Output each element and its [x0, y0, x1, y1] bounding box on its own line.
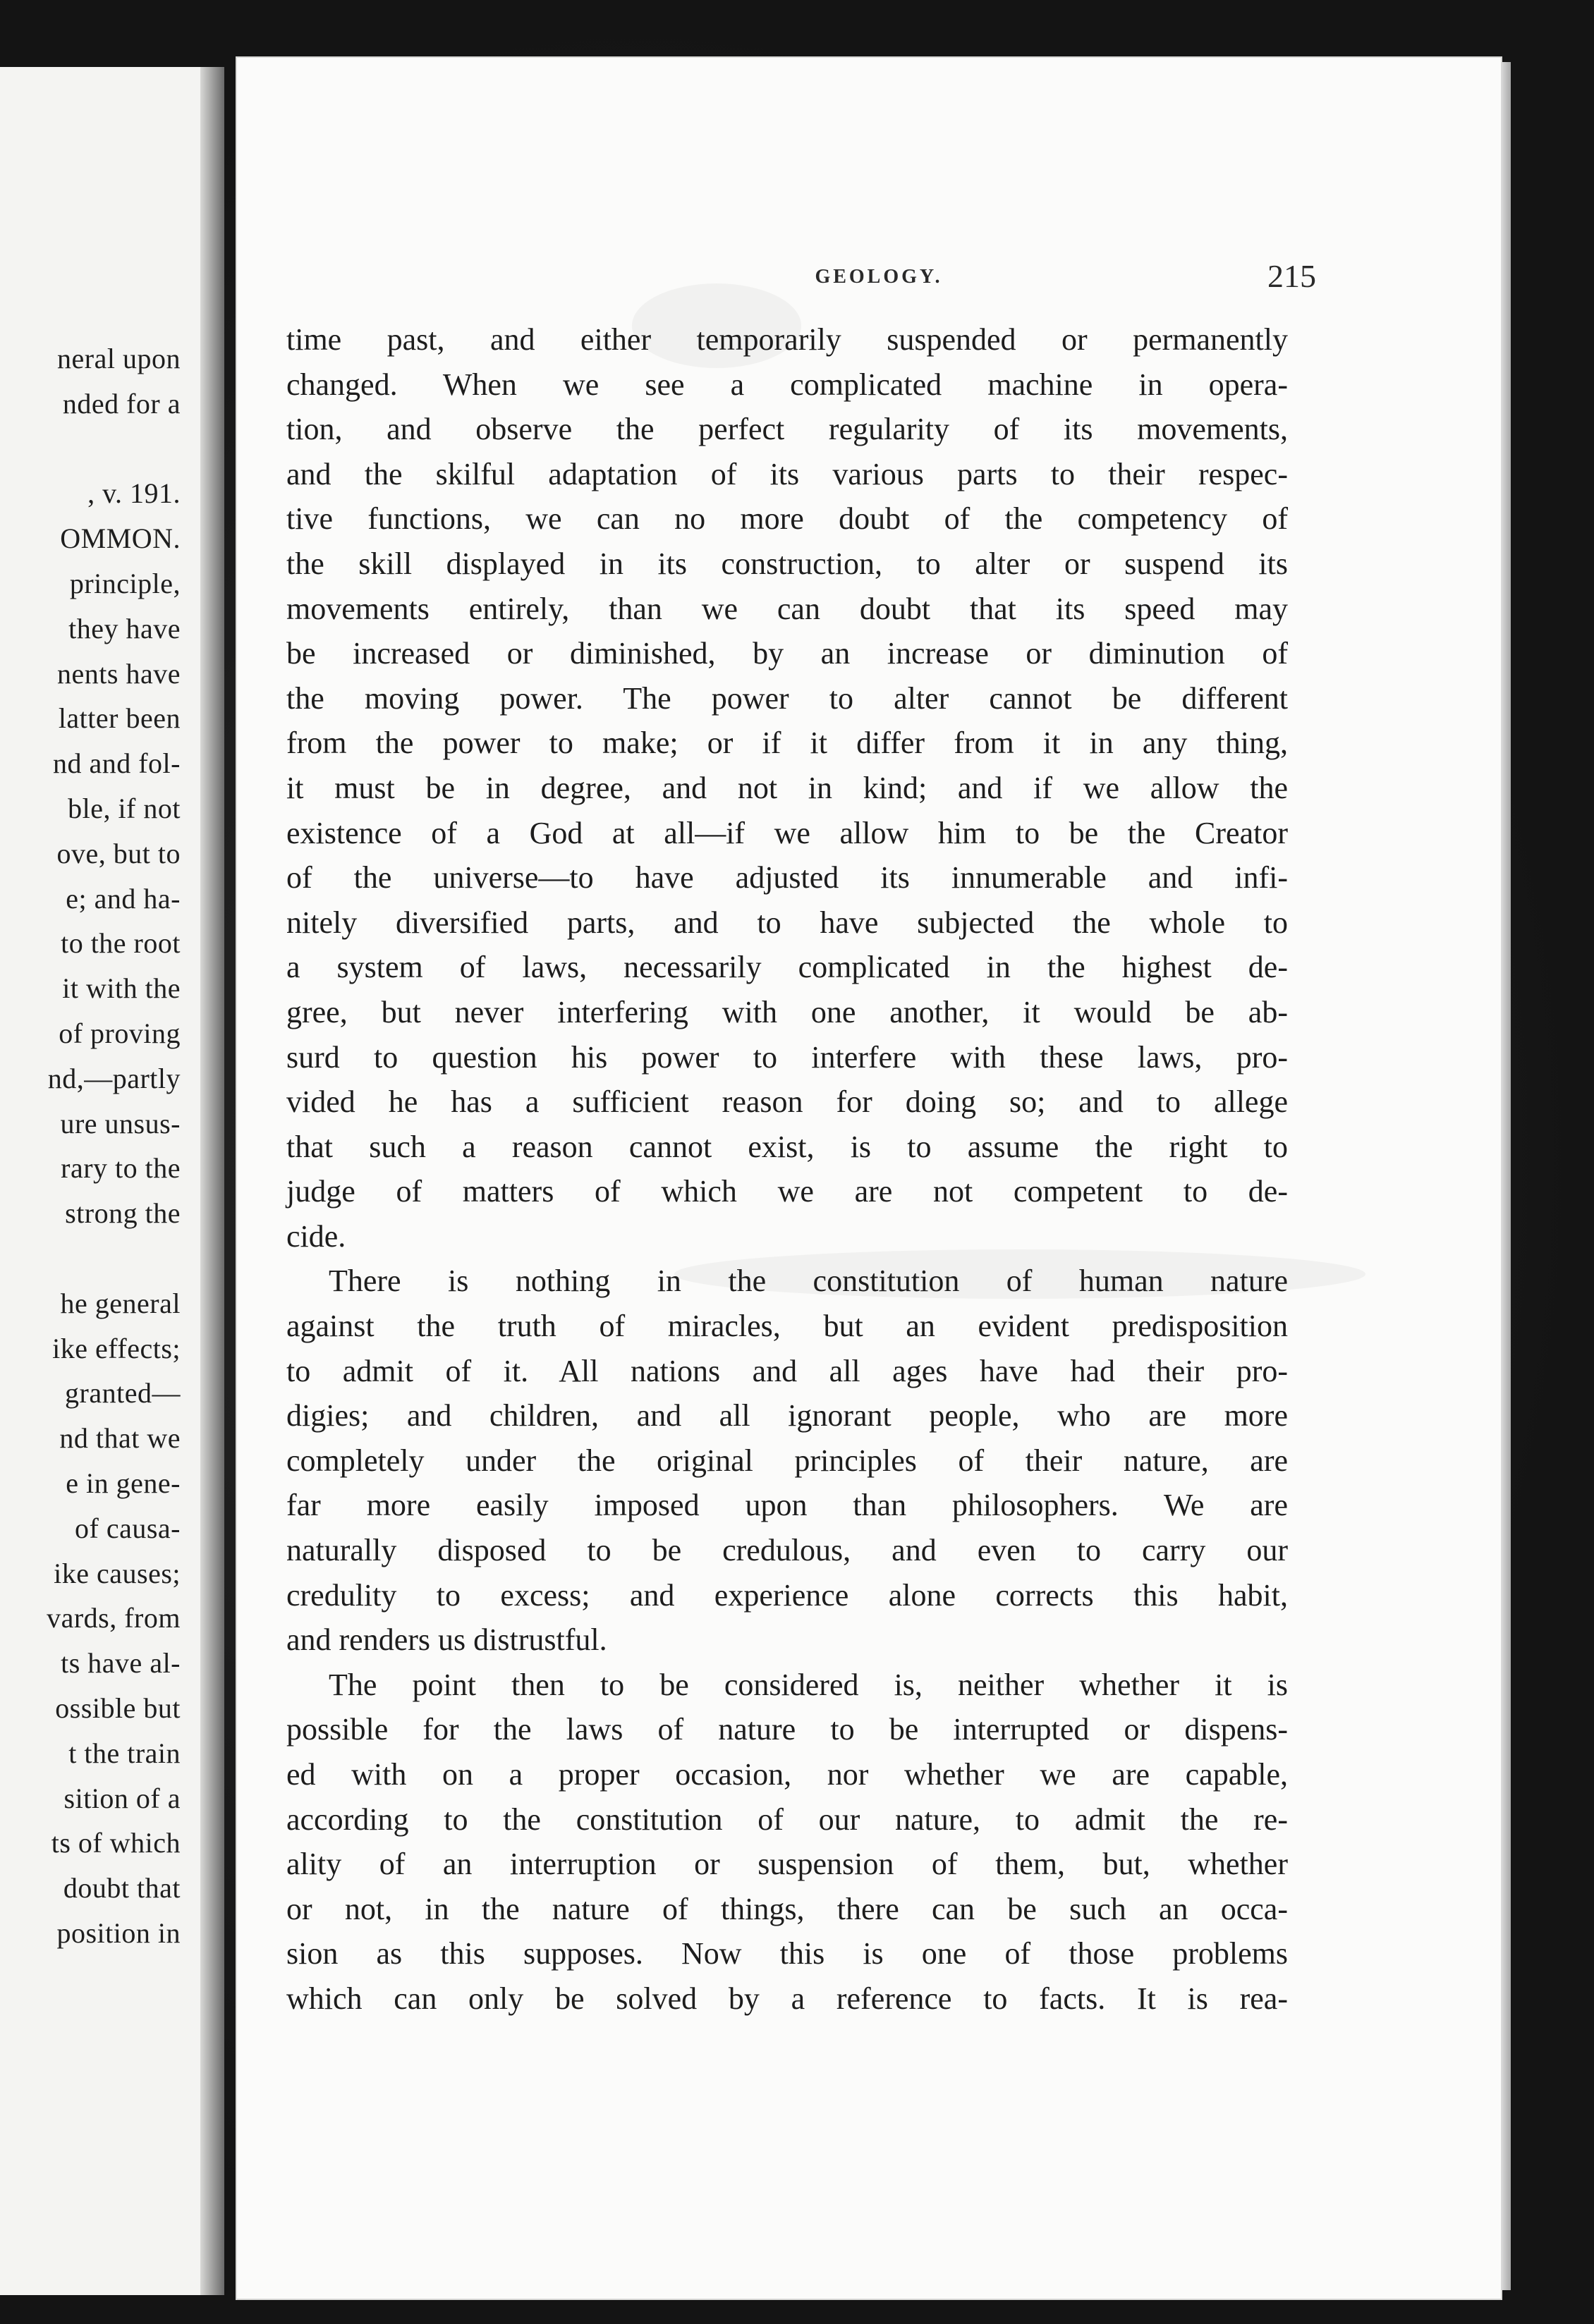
- left-page-line: of proving: [59, 1017, 181, 1049]
- text-line: and the skilful adaptation of its various parts to their respec-: [286, 456, 1288, 491]
- text-line: movements entirely, than we can doubt that its speed may: [286, 591, 1288, 626]
- running-head-title: GEOLOGY.: [815, 266, 943, 288]
- left-page-line: sition of a: [63, 1782, 181, 1814]
- left-page-line: it with the: [62, 972, 181, 1005]
- left-page-fragment: [0, 67, 224, 2295]
- text-line: existence of a God at all—if we allow him to be the Creator: [286, 815, 1288, 850]
- left-page-line: ike effects;: [52, 1332, 181, 1364]
- text-line: from the power to make; or if it differ from it in any thing,: [286, 726, 1288, 761]
- text-line: and renders us distrustful.: [286, 1622, 607, 1658]
- left-page-line: vards, from: [47, 1602, 181, 1634]
- text-line: or not, in the nature of things, there can be such an occa-: [286, 1891, 1288, 1926]
- left-page-line: nd,—partly: [47, 1062, 181, 1094]
- left-page-line: position in: [56, 1917, 181, 1949]
- text-line: digies; and children, and all ignorant people, who are more: [286, 1398, 1288, 1433]
- page-edge: [1501, 62, 1511, 2290]
- left-page-line: e; and ha-: [66, 882, 181, 915]
- text-line: the moving power. The power to alter cannot be different: [286, 680, 1288, 716]
- text-line: cide.: [286, 1218, 346, 1254]
- text-line: tion, and observe the perfect regularity of its movements,: [286, 412, 1288, 447]
- text-line: according to the constitution of our nature, to admit the re-: [286, 1802, 1288, 1837]
- left-page-line: principle,: [69, 568, 181, 599]
- left-page-line: ove, but to: [56, 837, 181, 869]
- left-page-line: e in gene-: [66, 1467, 181, 1499]
- text-line: which can only be solved by a reference to facts. It is rea-: [286, 1981, 1288, 2016]
- text-line: the skill displayed in its construction, to alter or suspend its: [286, 546, 1288, 581]
- text-line: time past, and either temporarily suspended or permanently: [286, 322, 1288, 357]
- left-page-line: OMMON.: [60, 522, 181, 555]
- right-page: [237, 58, 1501, 2299]
- text-line: sion as this supposes. Now this is one of those problems: [286, 1936, 1288, 1971]
- page-number: 215: [1267, 258, 1316, 294]
- text-line: possible for the laws of nature to be interrupted or dispens-: [286, 1712, 1288, 1747]
- left-page-line: of causa-: [75, 1512, 181, 1544]
- left-page-line: latter been: [58, 702, 181, 735]
- text-line: credulity to excess; and experience alone corrects this habit,: [286, 1577, 1288, 1613]
- running-head: [237, 258, 1501, 308]
- text-line: vided he has a sufficient reason for doing so; and to allege: [286, 1084, 1288, 1120]
- text-line: gree, but never interfering with one another, it would be ab-: [286, 994, 1288, 1029]
- left-page-line: to the root: [61, 927, 181, 960]
- left-page-line: nd that we: [59, 1422, 181, 1455]
- left-page-line: he general: [60, 1287, 181, 1319]
- text-line: changed. When we see a complicated machine in opera-: [286, 367, 1288, 402]
- left-page-line: ts of which: [51, 1827, 181, 1859]
- left-page-line: neral upon: [57, 343, 181, 374]
- text-line: of the universe—to have adjusted its innumerable and infi-: [286, 860, 1288, 895]
- body-text: [286, 317, 1288, 2022]
- left-page-line: granted—: [65, 1377, 181, 1409]
- left-page-line: ossible but: [55, 1692, 181, 1724]
- text-line: against the truth of miracles, but an evident predisposition: [286, 1309, 1288, 1344]
- paragraph: [286, 317, 1288, 1259]
- text-line: it must be in degree, and not in kind; and if we allow the: [286, 770, 1288, 805]
- left-page-line: t the train: [68, 1737, 181, 1769]
- text-line: ed with on a proper occasion, nor whether we are capable,: [286, 1757, 1288, 1792]
- text-line: that such a reason cannot exist, is to assume the right to: [286, 1129, 1288, 1164]
- left-page-line: ts have al-: [61, 1647, 181, 1680]
- left-page-line: ble, if not: [68, 793, 181, 824]
- left-page-line: nents have: [57, 657, 181, 690]
- left-page-line: strong the: [65, 1197, 181, 1230]
- paragraph: [286, 1663, 1288, 2022]
- text-line: completely under the original principles of their nature, are: [286, 1443, 1288, 1478]
- text-line: naturally disposed to be credulous, and even to carry our: [286, 1533, 1288, 1568]
- left-page-line: doubt that: [63, 1872, 181, 1904]
- left-page-line: rary to the: [61, 1152, 181, 1185]
- text-line: to admit of it. All nations and all ages have had their pro-: [286, 1353, 1288, 1388]
- text-line: tive functions, we can no more doubt of the competency of: [286, 501, 1288, 537]
- text-line: ality of an interruption or suspension of them, but, whether: [286, 1847, 1288, 1882]
- paragraph: [286, 1259, 1288, 1662]
- page-gutter-shadow: [200, 67, 224, 2295]
- text-line: nitely diversified parts, and to have subjected the whole to: [286, 905, 1288, 940]
- left-page-line: ike causes;: [54, 1557, 181, 1589]
- text-line: There is nothing in the constitution of human nature: [329, 1264, 1288, 1299]
- left-page-line: , v. 191.: [87, 477, 181, 510]
- text-line: judge of matters of which we are not competent to de-: [286, 1174, 1288, 1209]
- left-page-line: they have: [68, 612, 181, 644]
- text-line: far more easily imposed upon than philosophers. We are: [286, 1488, 1288, 1523]
- text-line: The point then to be considered is, neither whether it is: [329, 1667, 1288, 1702]
- text-line: a system of laws, necessarily complicated in the highest de-: [286, 950, 1288, 985]
- left-page-line: nd and fol-: [52, 747, 181, 780]
- left-page-line: ure unsus-: [60, 1107, 181, 1139]
- left-page-line: nded for a: [62, 387, 181, 420]
- text-line: be increased or diminished, by an increase or diminution of: [286, 636, 1288, 671]
- text-line: surd to question his power to interfere with these laws, pro-: [286, 1039, 1288, 1075]
